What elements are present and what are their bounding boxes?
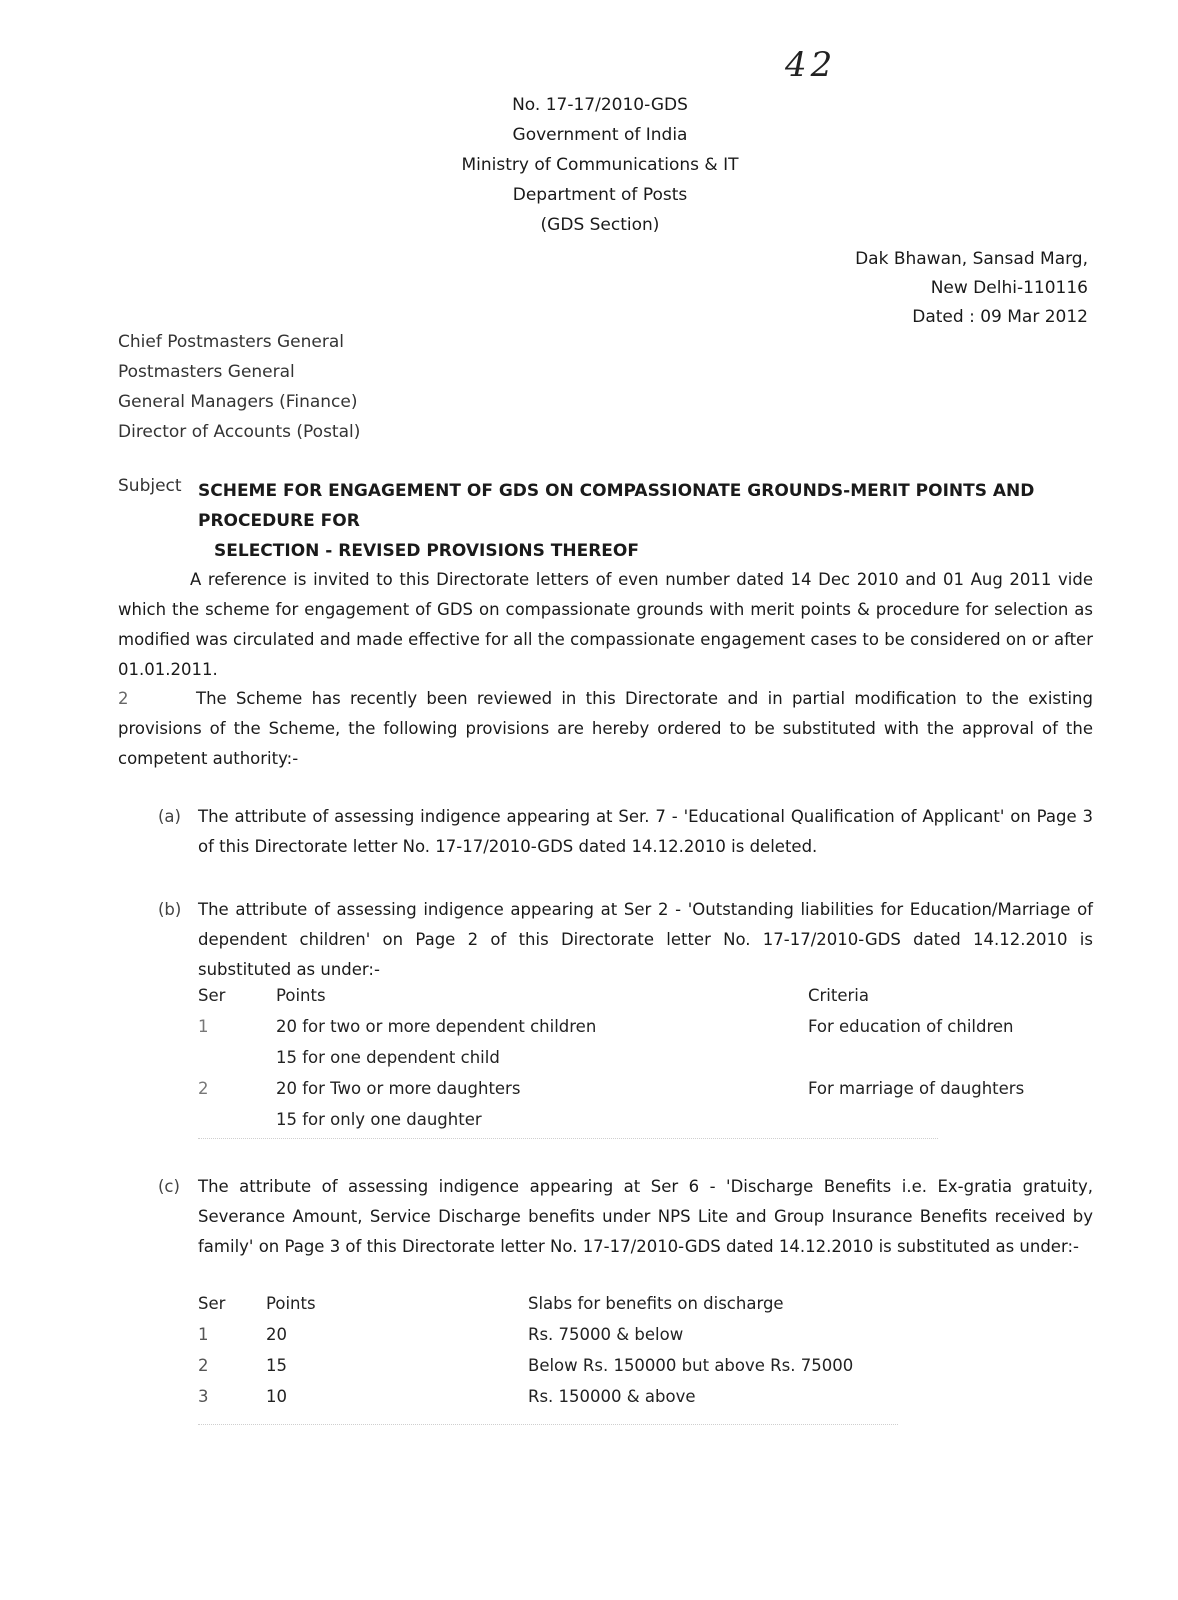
letter-date: Dated : 09 Mar 2012	[912, 307, 1088, 327]
paragraph-number: 2	[118, 689, 129, 708]
handwritten-page-number: 42	[785, 45, 837, 85]
column-header-ser: Ser	[198, 1294, 226, 1313]
table-divider	[198, 1138, 938, 1139]
sender-address	[855, 245, 1088, 332]
column-header-points: Points	[266, 1294, 316, 1313]
header-line-department: Department of Posts	[512, 185, 688, 205]
column-header-slabs: Slabs for benefits on discharge	[528, 1294, 784, 1313]
recipient: Director of Accounts (Postal)	[118, 422, 361, 442]
item-a-text: The attribute of assessing indigence appearing at Ser. 7 - 'Educational Qualification of Applicant' on Page 3 of this Directorate letter No. 17-17/2010-GDS dated 14.12.2010 is deleted.	[198, 807, 1093, 856]
item-b	[158, 895, 1093, 985]
table-cell-ser: 2	[198, 1356, 209, 1375]
table-cell-criteria: For marriage of daughters	[808, 1079, 1025, 1098]
discharge-benefits-table	[198, 1294, 1098, 1424]
subject-line-2: SELECTION - REVISED PROVISIONS THEREOF	[214, 541, 639, 561]
table-cell-ser: 3	[198, 1387, 209, 1406]
liabilities-table	[198, 986, 1058, 1141]
table-cell-points: 15	[266, 1356, 287, 1375]
address-line-2: New Delhi-110116	[930, 278, 1088, 298]
table-cell-slab: Rs. 150000 & above	[528, 1387, 696, 1406]
file-number: No. 17-17/2010-GDS	[512, 95, 688, 115]
subject-label: Subject	[118, 476, 182, 496]
table-cell-ser: 1	[198, 1017, 209, 1036]
table-cell-criteria: For education of children	[808, 1017, 1014, 1036]
header-line-ministry: Ministry of Communications & IT	[461, 155, 739, 175]
letter-header	[400, 90, 800, 240]
recipient: Postmasters General	[118, 362, 295, 382]
table-cell-points: 20 for two or more dependent children	[276, 1017, 597, 1036]
paragraph-1: A reference is invited to this Directorate letters of even number dated 14 Dec 2010 and 01 Aug 2011 vide which the scheme for engagement of GDS on compassionate grounds with merit points & procedure for selection as modified was circulated and made effective for all the compassionate engagement cases to be considered on or after 01.01.2011.	[118, 570, 1093, 679]
table-cell-points: 15 for one dependent child	[276, 1048, 500, 1067]
paragraph-2-text: The Scheme has recently been reviewed in this Directorate and in partial modification to the existing provisions of the Scheme, the following provisions are hereby ordered to be substituted with the approval of the competent authority:-	[118, 689, 1093, 768]
item-c	[158, 1172, 1093, 1262]
column-header-criteria: Criteria	[808, 986, 869, 1005]
table-cell-points: 20 for Two or more daughters	[276, 1079, 521, 1098]
table-cell-points: 10	[266, 1387, 287, 1406]
recipient: Chief Postmasters General	[118, 332, 344, 352]
table-divider	[198, 1424, 898, 1425]
table-cell-slab: Rs. 75000 & below	[528, 1325, 684, 1344]
item-c-text: The attribute of assessing indigence appearing at Ser 6 - 'Discharge Benefits i.e. Ex-gratia gratuity, Severance Amount, Service Discharge benefits under NPS Lite and Group Insurance Benefits received by family' on Page 3 of this Directorate letter No. 17-17/2010-GDS dated 14.12.2010 is substituted as under:-	[198, 1177, 1093, 1256]
table-cell-points: 15 for only one daughter	[276, 1110, 482, 1129]
item-marker: (a)	[158, 807, 181, 826]
subject-text	[198, 476, 1098, 566]
header-line-govt: Government of India	[512, 125, 688, 145]
item-marker: (b)	[158, 900, 182, 919]
header-line-section: (GDS Section)	[540, 215, 660, 235]
table-cell-ser: 2	[198, 1079, 209, 1098]
recipient-list	[118, 327, 360, 447]
subject-line-1: SCHEME FOR ENGAGEMENT OF GDS ON COMPASSIONATE GROUNDS-MERIT POINTS AND PROCEDURE FOR	[198, 481, 1035, 531]
column-header-points: Points	[276, 986, 326, 1005]
address-line-1: Dak Bhawan, Sansad Marg,	[855, 249, 1088, 269]
item-marker: (c)	[158, 1177, 180, 1196]
item-a	[158, 802, 1093, 862]
recipient: General Managers (Finance)	[118, 392, 358, 412]
table-cell-points: 20	[266, 1325, 287, 1344]
table-cell-ser: 1	[198, 1325, 209, 1344]
table-cell-slab: Below Rs. 150000 but above Rs. 75000	[528, 1356, 854, 1375]
column-header-ser: Ser	[198, 986, 226, 1005]
paragraph-2	[118, 684, 1093, 774]
item-b-text: The attribute of assessing indigence appearing at Ser 2 - 'Outstanding liabilities for Education/Marriage of dependent children' on Page 2 of this Directorate letter No. 17-17/2010-GDS dated 14.12.2010 is substituted as under:-	[198, 900, 1093, 979]
